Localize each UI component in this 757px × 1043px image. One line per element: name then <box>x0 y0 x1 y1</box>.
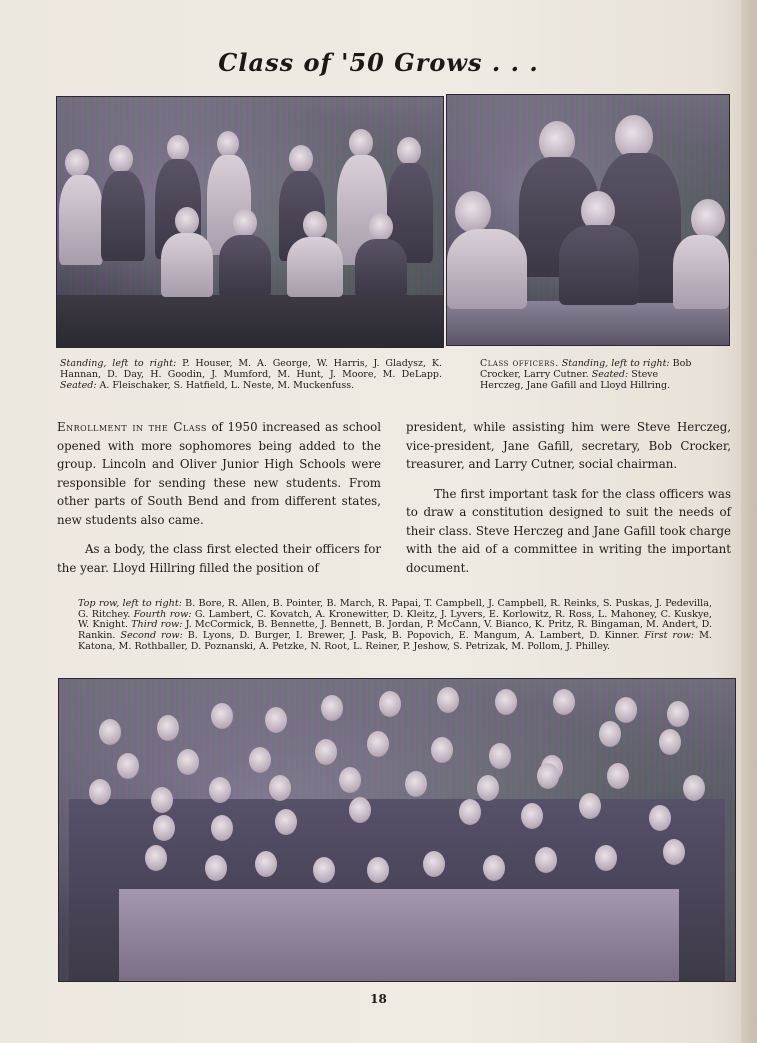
class-group-photo <box>58 678 736 982</box>
officers-continued-paragraph: president, while assisting him were Steve Herczeg, vice-president, Jane Gafill, secretary, Bob Crocker, treasurer, and Larry Cutner, social chairman. <box>406 420 731 471</box>
page-title: Class of '50 Grows . . . <box>218 48 539 77</box>
page-number: 18 <box>370 992 387 1006</box>
officers-paragraph: As a body, the class first elected their officers for the year. Lloyd Hillring filled the position of <box>57 542 381 575</box>
body-text-right-column <box>406 418 731 588</box>
body-text-left-column <box>57 418 381 588</box>
page-spine-edge <box>741 0 757 1043</box>
class-officers-photo <box>446 94 730 346</box>
enrollment-paragraph: Enrollment in the Class of 1950 increased as school opened with more sophomores being added to the group. Lincoln and Oliver Junior High Schools were responsible for sending these new students. From other parts of South Bend and from different states, new students also came. <box>57 420 381 527</box>
officers-photo-caption: Class officers. Standing, left to right: Bob Crocker, Larry Cutner. Seated: Steve Herczeg, Jane Gafill and Lloyd Hillring. <box>480 358 692 391</box>
students-photo-caption: Standing, left to right: P. Houser, M. A. George, W. Harris, J. Gladysz, K. Hannan, D. Day, H. Goodin, J. Mumford, M. Hunt, J. Moore, M. DeLapp. Seated: A. Fleischaker, S. Hatfield, L. Neste, M. Muckenfuss. <box>60 358 442 391</box>
group-photo-caption: Top row, left to right: B. Bore, R. Allen, B. Pointer, B. March, R. Papai, T. Campbell, J. Campbell, R. Reinks, S. Puskas, J. Pedevilla, G. Ritchey. Fourth row: G. Lambert, C. Kovatch, A. Kronewitter, D. Kleitz, J. Lyvers, E. Korlowitz, R. Ross, L. Mahoney, C. Kuskye, W. Knight. Third row: J. McCormick, B. Bennette, J. Bennett, B. Jordan, P. McCann, V. Bianco, K. Pritz, R. Bingaman, M. Andert, D. Rankin. Second row: B. Lyons, D. Burger, I. Brewer, J. Pask, B. Popovich, E. Mangum, A. Lambert, D. Kinner. First row: M. Katona, M. Rothballer, D. Poznanski, A. Petzke, N. Root, L. Reiner, P. Jeshow, S. Petrizak, M. Pollom, J. Philley. <box>78 598 713 652</box>
students-at-table-photo <box>56 96 444 348</box>
constitution-paragraph: The first important task for the class officers was to draw a constitution designed to suit the needs of their class. Steve Herczeg and Jane Gafill took charge with the aid of a committee in writing the important document. <box>406 486 731 575</box>
